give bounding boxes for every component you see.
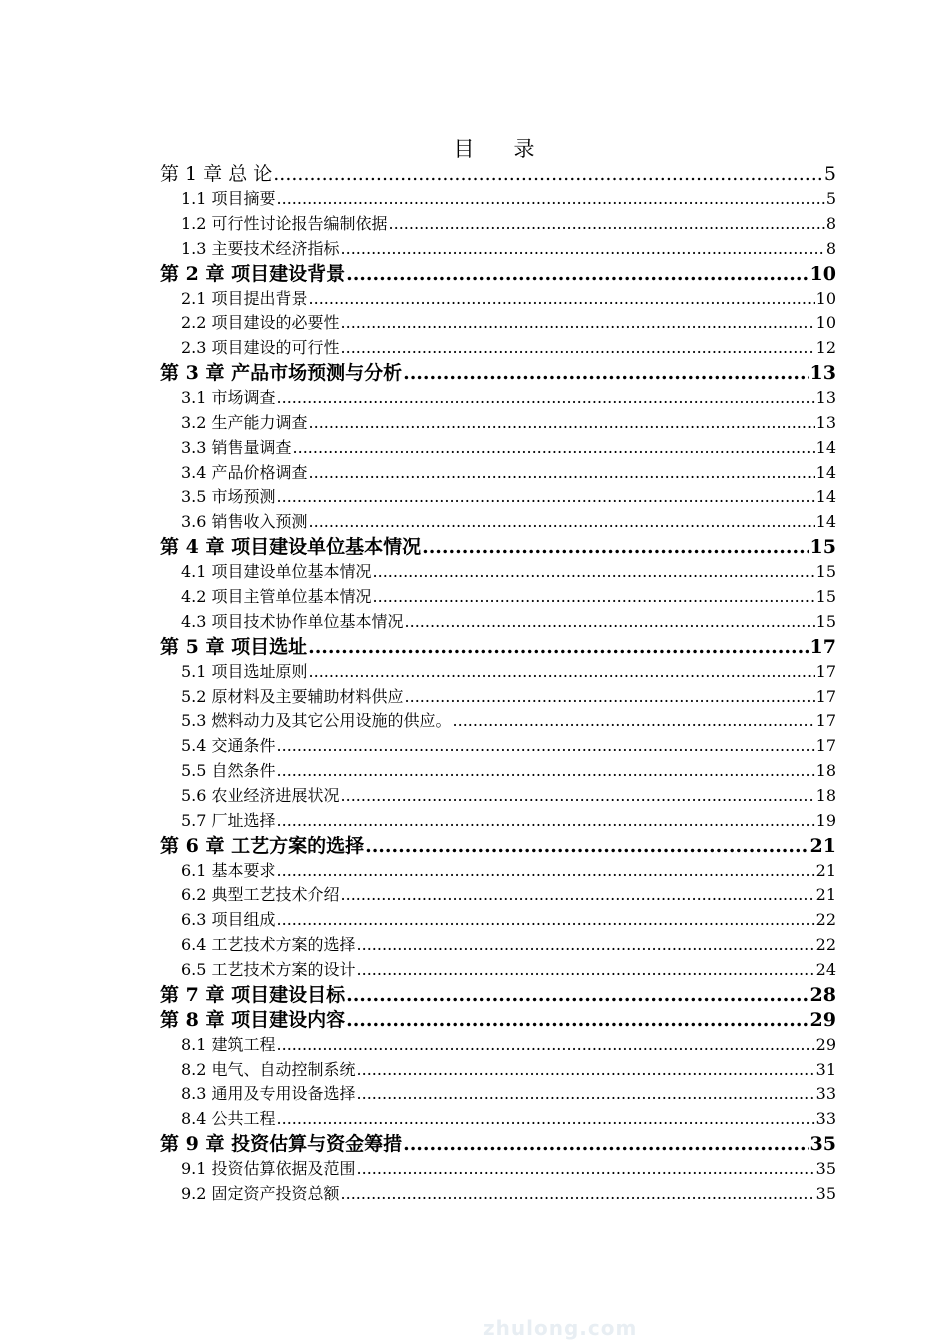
toc-entry-label: 5.4 交通条件 [181,736,276,756]
toc-entry-page-number: 17 [815,736,836,756]
toc-section-entry[interactable] [160,958,836,983]
toc-section-entry[interactable] [160,709,836,734]
toc-dot-leader [346,983,808,1008]
toc-section-entry[interactable] [160,386,836,411]
toc-entry-page-number: 13 [809,362,836,385]
toc-entry-page-number: 17 [815,661,836,681]
toc-section-entry[interactable] [160,610,836,635]
toc-entry-page-number: 22 [815,935,836,955]
toc-dot-leader [273,162,823,187]
toc-dot-leader [309,510,815,535]
toc-section-entry[interactable] [160,883,836,908]
toc-section-entry[interactable] [160,759,836,784]
toc-entry-page-number: 5 [823,163,836,185]
toc-section-entry[interactable] [160,585,836,610]
toc-dot-leader [277,1107,815,1132]
toc-entry-label: 8.2 电气、自动控制系统 [181,1059,356,1079]
toc-entry-page-number: 10 [815,313,836,333]
toc-entry-label: 3.6 销售收入预测 [181,512,308,532]
toc-dot-leader [403,361,808,386]
toc-dot-leader [346,262,808,287]
toc-dot-leader [341,883,815,908]
toc-dot-leader [277,485,815,510]
toc-entry-label: 5.7 厂址选择 [181,810,276,830]
toc-section-entry[interactable] [160,1082,836,1107]
toc-entry-label: 5.6 农业经济进展状况 [181,785,340,805]
toc-section-entry[interactable] [160,212,836,237]
toc-dot-leader [357,1082,815,1107]
toc-dot-leader [422,535,808,560]
toc-entry-label: 5.3 燃料动力及其它公用设施的供应。 [181,711,452,731]
toc-entry-page-number: 35 [809,1133,836,1156]
toc-section-entry[interactable] [160,809,836,834]
toc-entry-label: 3.5 市场预测 [181,487,276,507]
toc-entry-label: 6.2 典型工艺技术介绍 [181,885,340,905]
toc-entry-page-number: 35 [815,1184,836,1203]
toc-chapter-entry[interactable] [160,1132,836,1157]
toc-entry-label: 第 3 章 产品市场预测与分析 [160,362,403,385]
toc-entry-label: 3.4 产品价格调查 [181,462,308,482]
toc-entry-label: 4.1 项目建设单位基本情况 [181,562,372,582]
toc-entry-page-number: 31 [815,1059,836,1079]
toc-dot-leader [373,585,815,610]
toc-section-entry[interactable] [160,1033,836,1058]
toc-entry-label: 1.2 可行性讨论报告编制依据 [181,213,388,233]
toc-section-entry[interactable] [160,287,836,312]
toc-section-entry[interactable] [160,411,836,436]
toc-dot-leader [277,809,815,834]
toc-entry-page-number: 10 [815,288,836,308]
toc-entry-label: 4.2 项目主管单位基本情况 [181,586,372,606]
toc-section-entry[interactable] [160,560,836,585]
toc-entry-label: 第 5 章 项目选址 [160,635,308,658]
toc-entry-label: 9.2 固定资产投资总额 [181,1184,340,1203]
toc-entry-page-number: 15 [815,611,836,631]
toc-entry-page-number: 15 [809,536,836,559]
toc-section-entry[interactable] [160,485,836,510]
toc-section-entry[interactable] [160,461,836,486]
toc-entry-label: 1.3 主要技术经济指标 [181,238,340,258]
toc-entry-page-number: 12 [815,338,836,358]
toc-dot-leader [341,784,815,809]
toc-entry-page-number: 13 [815,388,836,408]
toc-dot-leader [389,212,825,237]
toc-chapter-entry[interactable] [160,535,836,560]
toc-section-entry[interactable] [160,510,836,535]
toc-entry-page-number: 14 [815,487,836,507]
toc-entry-page-number: 17 [809,635,836,658]
toc-entry-page-number: 21 [809,834,836,857]
toc-entry-page-number: 22 [815,910,836,930]
toc-chapter-entry[interactable] [160,162,836,187]
toc-section-entry[interactable] [160,1058,836,1083]
toc-entry-label: 第 7 章 项目建设目标 [160,983,346,1006]
toc-dot-leader [373,560,815,585]
toc-entry-page-number: 19 [815,810,836,830]
toc-section-entry[interactable] [160,237,836,262]
toc-entry-label: 4.3 项目技术协作单位基本情况 [181,611,404,631]
toc-dot-leader [277,734,815,759]
toc-entry-page-number: 21 [815,885,836,905]
toc-entry-page-number: 10 [809,262,836,285]
toc-entry-label: 5.1 项目选址原则 [181,661,308,681]
toc-chapter-entry[interactable] [160,834,836,859]
toc-entry-label: 2.2 项目建设的必要性 [181,313,340,333]
toc-dot-leader [357,1157,815,1182]
toc-dot-leader [341,1182,815,1207]
toc-section-entry[interactable] [160,187,836,212]
toc-section-entry[interactable] [160,859,836,884]
toc-entry-label: 6.3 项目组成 [181,910,276,930]
toc-chapter-entry[interactable] [160,361,836,386]
toc-entry-page-number: 18 [815,761,836,781]
toc-entry-label: 3.3 销售量调查 [181,437,292,457]
toc-section-entry[interactable] [160,908,836,933]
toc-entry-label: 1.1 项目摘要 [181,189,276,208]
toc-entry-label: 第 9 章 投资估算与资金筹措 [160,1133,403,1156]
toc-section-entry[interactable] [160,734,836,759]
toc-entry-label: 第 6 章 工艺方案的选择 [160,834,365,857]
toc-entry-label: 5.5 自然条件 [181,761,276,781]
toc-entry-page-number: 5 [825,189,836,208]
toc-entry-page-number: 33 [815,1084,836,1104]
toc-dot-leader [293,436,815,461]
toc-entry-label: 6.1 基本要求 [181,860,276,880]
toc-dot-leader [357,933,815,958]
toc-entry-page-number: 29 [815,1034,836,1054]
toc-chapter-entry[interactable] [160,983,836,1008]
toc-entry-page-number: 15 [815,562,836,582]
toc-section-entry[interactable] [160,436,836,461]
toc-entry-label: 8.1 建筑工程 [181,1034,276,1054]
toc-entry-label: 第 4 章 项目建设单位基本情况 [160,536,422,559]
toc-dot-leader [309,461,815,486]
toc-entry-page-number: 35 [815,1159,836,1179]
toc-dot-leader [309,287,815,312]
toc-entry-label: 3.2 生产能力调查 [181,412,308,432]
toc-dot-leader [357,958,815,983]
toc-dot-leader [277,1033,815,1058]
toc-chapter-entry[interactable] [160,1008,836,1033]
toc-section-entry[interactable] [160,933,836,958]
toc-entry-label: 9.1 投资估算依据及范围 [181,1159,356,1179]
toc-dot-leader [277,386,815,411]
toc-chapter-entry[interactable] [160,635,836,660]
toc-dot-leader [277,908,815,933]
toc-dot-leader [341,311,815,336]
toc-entry-page-number: 14 [815,462,836,482]
toc-dot-leader [453,709,815,734]
toc-chapter-entry[interactable] [160,262,836,287]
toc-section-entry[interactable] [160,660,836,685]
toc-entry-page-number: 18 [815,785,836,805]
toc-entry-page-number: 14 [815,437,836,457]
toc-dot-leader [309,660,815,685]
toc-dot-leader [277,759,815,784]
toc-entry-label: 6.5 工艺技术方案的设计 [181,959,356,979]
toc-section-entry[interactable] [160,784,836,809]
toc-dot-leader [405,685,815,710]
toc-section-entry[interactable] [160,311,836,336]
toc-dot-leader [346,1008,808,1033]
toc-entry-page-number: 15 [815,586,836,606]
toc-entry-label: 2.1 项目提出背景 [181,288,308,308]
toc-dot-leader [365,834,808,859]
toc-dot-leader [308,635,808,660]
toc-entry-page-number: 33 [815,1109,836,1129]
toc-entry-label: 3.1 市场调查 [181,388,276,408]
toc-dot-leader [277,187,825,212]
toc-dot-leader [405,610,815,635]
toc-section-entry[interactable] [160,1107,836,1132]
toc-section-entry[interactable] [160,1182,836,1207]
toc-section-entry[interactable] [160,1157,836,1182]
toc-entry-page-number: 8 [825,238,836,258]
toc-entry-label: 6.4 工艺技术方案的选择 [181,935,356,955]
toc-entry-page-number: 28 [809,983,836,1006]
toc-dot-leader [403,1132,808,1157]
toc-dot-leader [277,859,815,884]
toc-entry-page-number: 8 [825,213,836,233]
page-title: 目 录 [453,137,544,161]
toc-entry-page-number: 14 [815,512,836,532]
watermark: zhulong.com [483,1316,638,1340]
toc-entry-label: 第 8 章 项目建设内容 [160,1008,346,1031]
table-of-contents [160,162,836,1207]
toc-entry-page-number: 13 [815,412,836,432]
toc-entry-label: 第 2 章 项目建设背景 [160,262,346,285]
toc-entry-page-number: 29 [809,1008,836,1031]
toc-entry-page-number: 21 [815,860,836,880]
toc-section-entry[interactable] [160,685,836,710]
toc-dot-leader [309,411,815,436]
toc-entry-label: 2.3 项目建设的可行性 [181,338,340,358]
toc-dot-leader [357,1058,815,1083]
toc-entry-page-number: 17 [815,711,836,731]
toc-entry-page-number: 24 [815,959,836,979]
toc-entry-label: 8.3 通用及专用设备选择 [181,1084,356,1104]
toc-entry-page-number: 17 [815,686,836,706]
toc-entry-label: 5.2 原材料及主要辅助材料供应 [181,686,404,706]
toc-section-entry[interactable] [160,336,836,361]
toc-dot-leader [341,336,815,361]
toc-dot-leader [341,237,825,262]
toc-entry-label: 8.4 公共工程 [181,1109,276,1129]
toc-entry-label: 第 1 章 总 论 [160,163,273,185]
